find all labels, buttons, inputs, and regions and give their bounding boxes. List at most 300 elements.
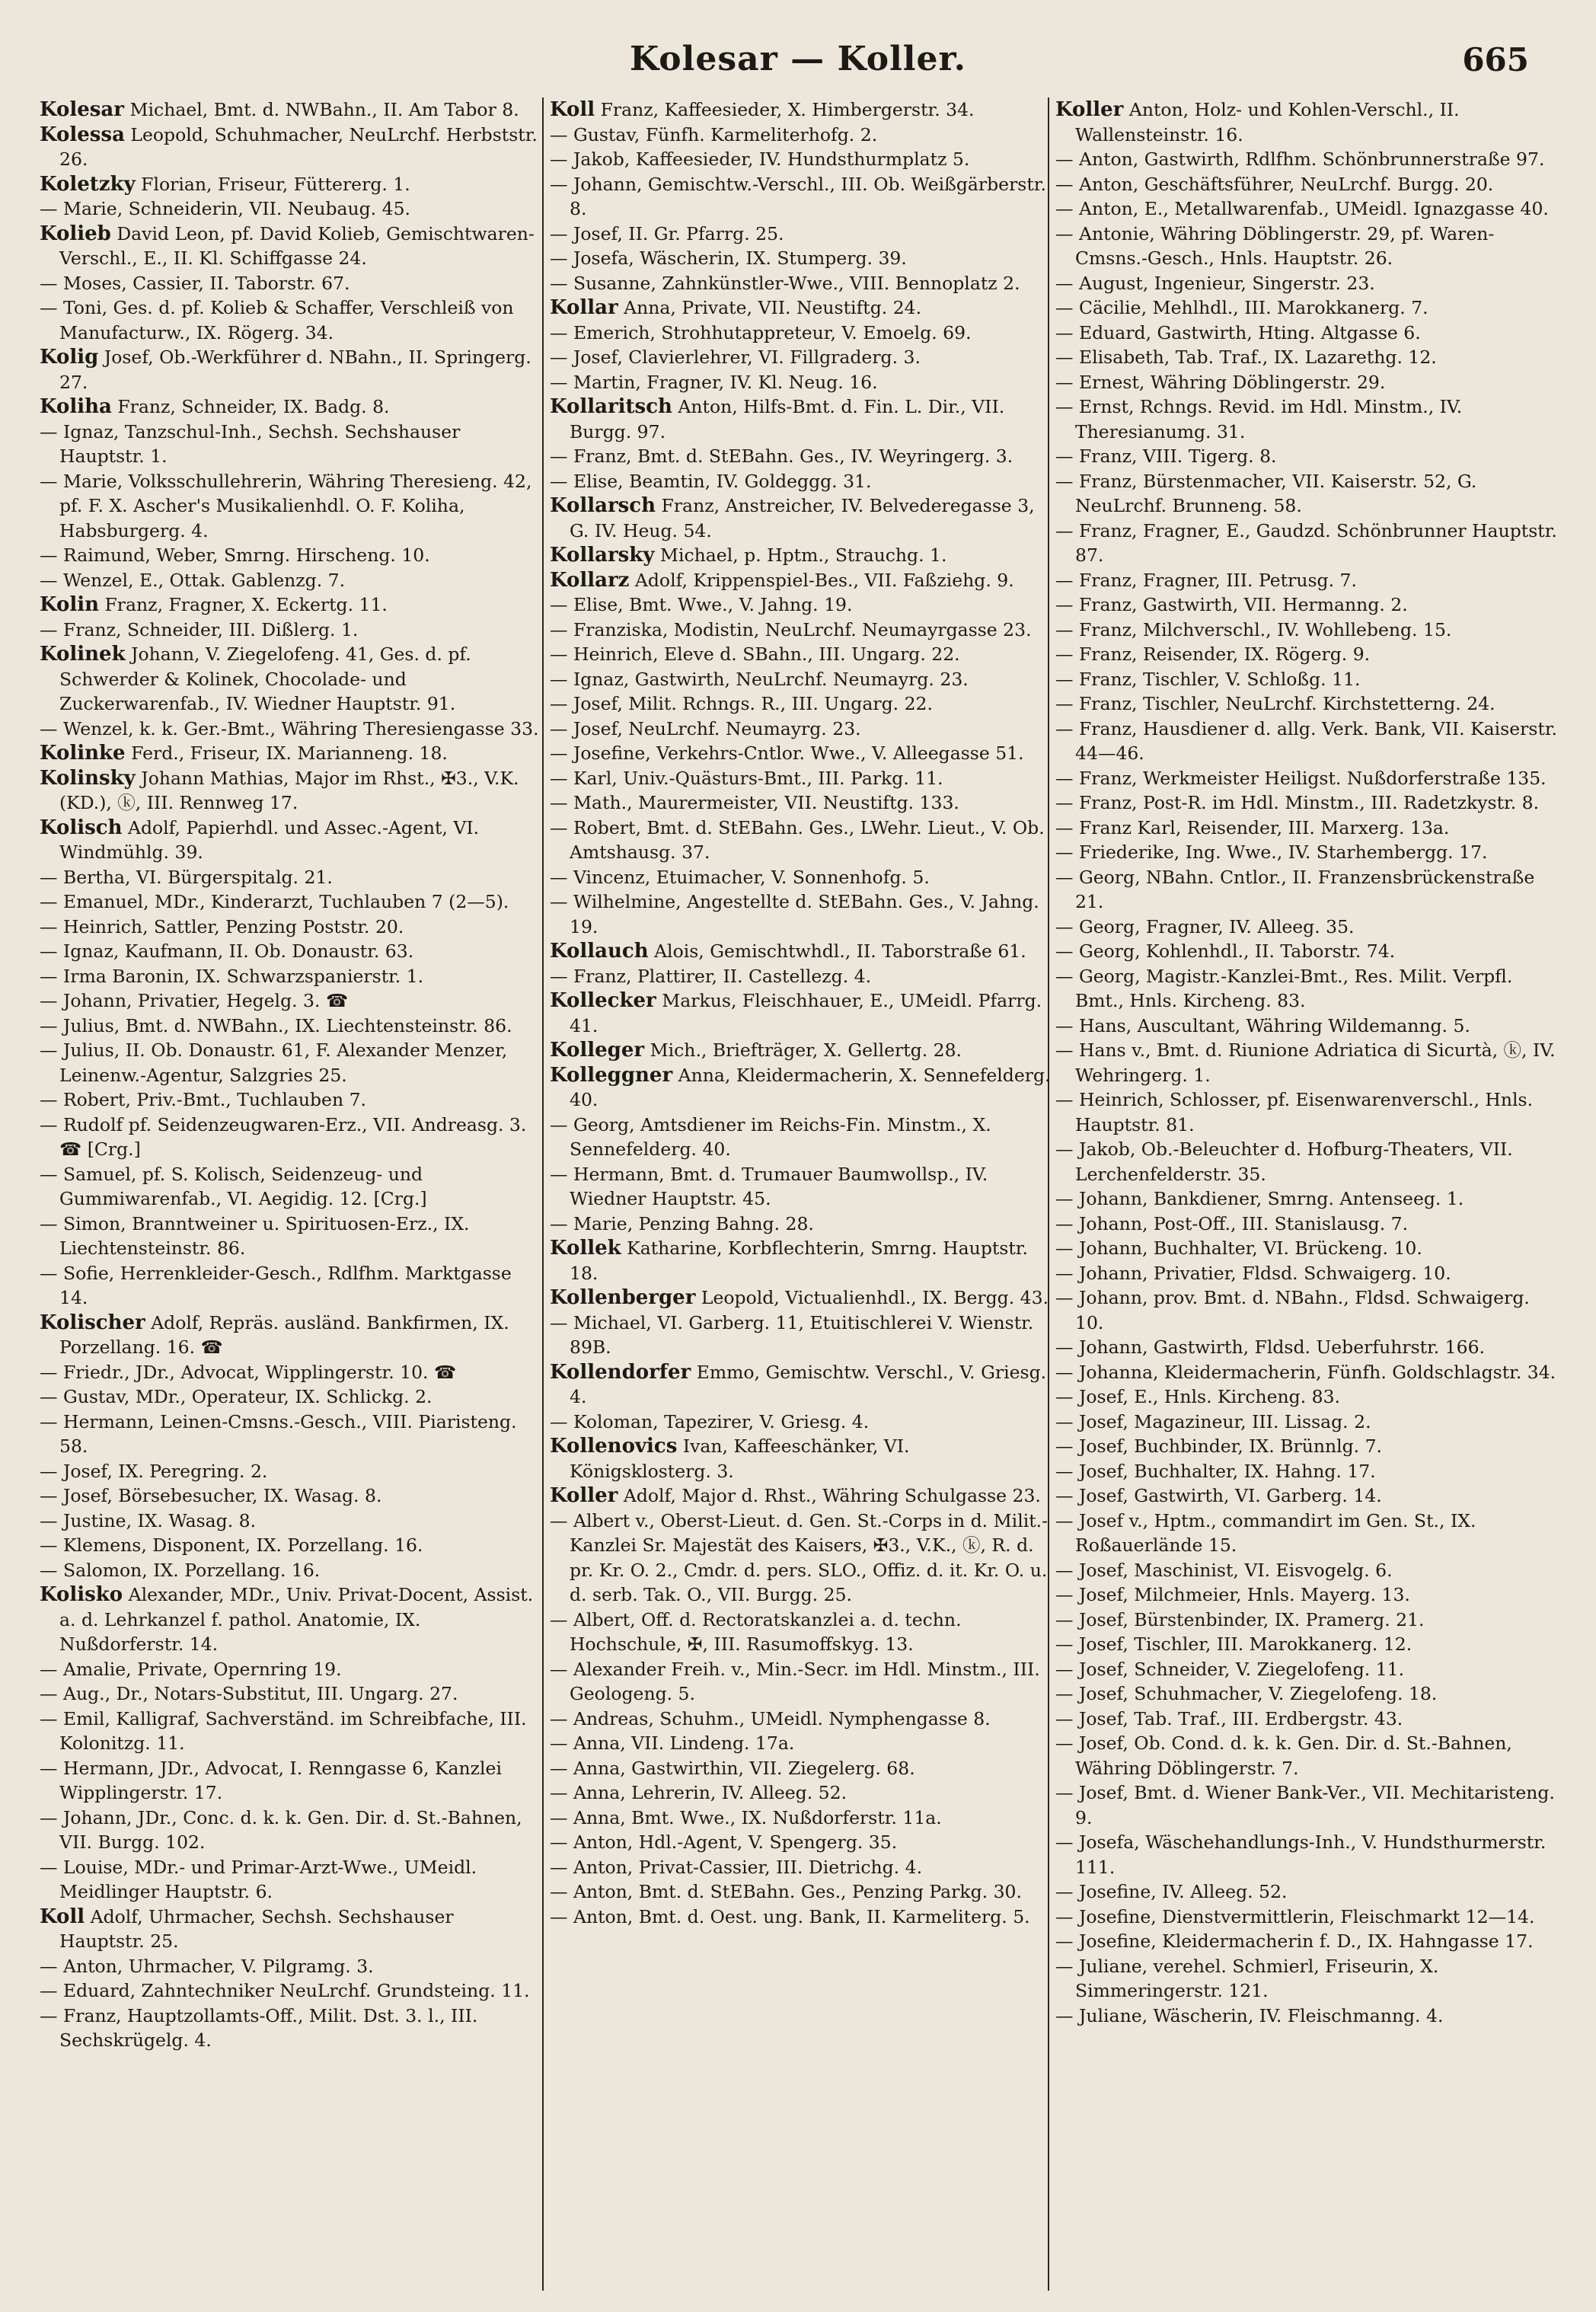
directory-entry — [40, 741, 542, 766]
directory-entry — [1055, 519, 1561, 568]
directory-entry — [40, 1311, 542, 1360]
directory-entry — [550, 988, 1055, 1038]
entry-surname: Kolieb — [40, 222, 111, 245]
entry-text: — Josef, Gastwirth, VI. Garberg. 14. — [1055, 1485, 1382, 1506]
directory-entry — [40, 1905, 542, 1954]
directory-entry — [40, 766, 542, 816]
entry-text: — Franz, VIII. Tigerg. 8. — [1055, 445, 1277, 467]
entry-surname: Kollar — [550, 296, 618, 319]
entry-text: — Josefine, IV. Alleeg. 52. — [1055, 1881, 1288, 1902]
directory-entry — [1055, 271, 1561, 296]
directory-entry — [40, 1756, 542, 1806]
entry-text: — Friederike, Ing. Wwe., IV. Starhembergg. 17. — [1055, 841, 1488, 863]
entry-text: — Franz, Hauptzollamts-Off., Milit. Dst. 3. l., III. Sechskrügelg. 4. — [40, 2004, 478, 2051]
directory-entry — [1055, 1212, 1561, 1237]
directory-entry — [1055, 172, 1561, 197]
entry-text: — Jakob, Ob.-Beleuchter d. Hofburg-Theaters, VII. Lerchenfelderstr. 35. — [1055, 1138, 1513, 1185]
entry-text: — Anton, Privat-Cassier, III. Dietrichg. 4. — [550, 1856, 923, 1878]
directory-entry — [40, 1087, 542, 1113]
directory-entry — [40, 592, 542, 618]
entry-text: — Emil, Kalligraf, Sachverständ. im Schreibfache, III. Kolonitzg. 11. — [40, 1707, 527, 1754]
entry-text: — Eduard, Gastwirth, Hting. Altgasse 6. — [1055, 321, 1421, 343]
directory-entry — [1055, 97, 1561, 147]
directory-entry — [40, 1261, 542, 1311]
directory-entry — [40, 717, 542, 742]
entry-text: — Anton, Geschäftsführer, NeuLrchf. Burgg. 20. — [1055, 173, 1494, 195]
entry-text: — Franz, Plattirer, II. Castellezg. 4. — [550, 965, 872, 987]
entry-text: — Franz, Fragner, III. Petrusg. 7. — [1055, 569, 1357, 591]
entry-text: Anna, Kleidermacherin, X. Sennefelderg. 40. — [570, 1064, 1051, 1110]
directory-entry — [40, 543, 542, 568]
directory-entry — [550, 766, 1055, 791]
entry-text: — Wenzel, k. k. Ger.-Bmt., Währing Theresiengasse 33. — [40, 717, 539, 739]
entry-text: — Anton, E., Metallwarenfab., UMeidl. Ignazgasse 40. — [1055, 198, 1549, 219]
entry-text: — Georg, Kohlenhdl., II. Taborstr. 74. — [1055, 940, 1396, 962]
entry-text: — Franz, Gastwirth, VII. Hermanng. 2. — [1055, 594, 1408, 615]
directory-entry — [40, 222, 542, 271]
entry-text: — Emanuel, MDr., Kinderarzt, Tuchlauben 7 (2—5). — [40, 891, 509, 912]
directory-entry — [40, 1459, 542, 1484]
entry-text: Michael, p. Hptm., Strauchg. 1. — [654, 544, 947, 566]
entry-text: — Hermann, Leinen-Cmsns.-Gesch., VIII. Piaristeng. 58. — [40, 1410, 517, 1457]
directory-entry — [1055, 1681, 1561, 1707]
column-3 — [1048, 97, 1561, 2291]
entry-text: — Anton, Uhrmacher, V. Pilgramg. 3. — [40, 1955, 374, 1977]
entry-text: Emmo, Gemischtw. Verschl., V. Griesg. 4. — [570, 1361, 1047, 1407]
entry-text: — Rudolf pf. Seidenzeugwaren-Erz., VII. Andreasg. 3. ☎ [Crg.] — [40, 1113, 527, 1160]
entry-text: — Jakob, Kaffeesieder, IV. Hundsthurmplatz 5. — [550, 148, 970, 170]
directory-entry — [550, 1410, 1055, 1435]
entry-surname: Kolinek — [40, 643, 126, 666]
entry-text: Anton, Hilfs-Bmt. d. Fin. L. Dir., VII. Burgg. 97. — [570, 396, 1005, 442]
directory-entry — [1055, 1879, 1561, 1905]
entry-text: — Josef, Tischler, III. Marokkanerg. 12. — [1055, 1633, 1412, 1655]
entry-text: Johann Mathias, Major im Rhst., ✠3., V.K. (KD.), ⓚ, III. Rennweg 17. — [59, 767, 519, 813]
directory-entry — [40, 271, 542, 296]
directory-entry — [550, 469, 1055, 494]
directory-entry — [40, 1483, 542, 1509]
directory-entry — [1055, 766, 1561, 791]
entry-text: — Josef, Ob. Cond. d. k. k. Gen. Dir. d. St.-Bahnen, Währing Döblingerstr. 7. — [1055, 1732, 1512, 1779]
entry-text: — Louise, MDr.- und Primar-Arzt-Wwe., UMeidl. Meidlinger Hauptstr. 6. — [40, 1856, 477, 1902]
directory-entry — [40, 1681, 542, 1707]
entry-text: — Aug., Dr., Notars-Substitut, III. Ungarg. 27. — [40, 1683, 458, 1704]
entry-text: — Johann, Buchhalter, VI. Brückeng. 10. — [1055, 1237, 1422, 1259]
entry-text: — Wenzel, E., Ottak. Gablenzg. 7. — [40, 569, 346, 591]
entry-text: — Elisabeth, Tab. Traf., IX. Lazarethg. 12. — [1055, 346, 1437, 368]
entry-surname: Koletzky — [40, 172, 136, 196]
entry-surname: Koller — [1055, 98, 1124, 121]
directory-entry — [550, 1806, 1055, 1831]
entry-text: — Franz, Hausdiener d. allg. Verk. Bank, VII. Kaiserstr. 44—46. — [1055, 717, 1558, 764]
directory-entry — [1055, 1657, 1561, 1682]
directory-entry — [1055, 1483, 1561, 1509]
directory-entry — [1055, 1632, 1561, 1657]
directory-entry — [1055, 1261, 1561, 1286]
entry-text: — Josefa, Wäschehandlungs-Inh., V. Hundsthurmerstr. 111. — [1055, 1831, 1547, 1878]
directory-entry — [1055, 370, 1561, 395]
entry-text: Florian, Friseur, Füttererg. 1. — [135, 173, 410, 195]
entry-text: — Josefine, Dienstvermittlerin, Fleischmarkt 12—14. — [1055, 1905, 1535, 1927]
entry-text: — Josef, Börsebesucher, IX. Wasag. 8. — [40, 1485, 382, 1506]
entry-text: — Anna, Bmt. Wwe., IX. Nußdorferstr. 11a. — [550, 1806, 942, 1828]
entry-text: — Marie, Volksschullehrerin, Währing Theresieng. 42, pf. F. X. Ascher's Musikalienhdl. O. F. Koliha, Habsburgerg. 4. — [40, 470, 532, 541]
entry-text: — Simon, Branntweiner u. Spirituosen-Erz., IX. Liechtensteinstr. 86. — [40, 1212, 470, 1259]
running-title: Kolesar — Koller. — [630, 40, 966, 78]
entry-text: Franz, Kaffeesieder, X. Himbergerstr. 34. — [595, 99, 975, 120]
entry-text: — Toni, Ges. d. pf. Kolieb & Schaffer, Verschleiß von Manufacturw., IX. Rögerg. 34. — [40, 297, 514, 343]
directory-entry — [1055, 1014, 1561, 1039]
directory-entry — [550, 1731, 1055, 1756]
directory-entry — [1055, 618, 1561, 643]
entry-text: Johann, V. Ziegelofeng. 41, Ges. d. pf. Schwerder & Kolinek, Chocolade- und Zuckerwarenfab., IV. Wiedner Hauptstr. 91. — [59, 643, 471, 714]
directory-entry — [1055, 642, 1561, 667]
entry-text: — Josef, E., Hnls. Kircheng. 83. — [1055, 1386, 1341, 1407]
directory-entry — [1055, 840, 1561, 865]
entry-text: — Eduard, Zahntechniker NeuLrchf. Grundsteing. 11. — [40, 1980, 530, 2001]
entry-text: — Johann, prov. Bmt. d. NBahn., Fldsd. Schwaigerg. 10. — [1055, 1287, 1530, 1333]
entry-surname: Kollarz — [550, 568, 630, 592]
directory-entry — [1055, 790, 1561, 816]
entry-text: — Josefine, Verkehrs-Cntlor. Wwe., V. Alleegasse 51. — [550, 742, 1024, 764]
entry-text: Markus, Fleischhauer, E., UMeidl. Pfarrg. 41. — [570, 990, 1042, 1036]
entry-text: — Josef, Schuhmacher, V. Ziegelofeng. 18. — [1055, 1683, 1438, 1704]
directory-entry — [550, 1285, 1055, 1311]
entry-text: Alois, Gemischtwhdl., II. Taborstraße 61. — [648, 940, 1026, 962]
entry-surname: Kolessa — [40, 123, 125, 146]
directory-entry — [40, 2004, 542, 2053]
directory-entry — [40, 1113, 542, 1162]
entry-text: — Franz, Tischler, NeuLrchf. Kirchstetterng. 24. — [1055, 693, 1495, 714]
entry-text: — Cäcilie, Mehlhdl., III. Marokkanerg. 7. — [1055, 297, 1428, 318]
entry-text: — Franz, Milchverschl., IV. Wohllebeng. 15. — [1055, 618, 1452, 640]
directory-entry — [550, 964, 1055, 989]
entry-text: — Klemens, Disponent, IX. Porzellang. 16. — [40, 1534, 423, 1556]
entry-text: Josef, Ob.-Werkführer d. NBahn., II. Springerg. 27. — [59, 346, 531, 393]
entry-text: — Ignaz, Kaufmann, II. Ob. Donaustr. 63. — [40, 940, 414, 962]
entry-text: — Michael, VI. Garberg. 11, Etuitischlerei V. Wienstr. 89B. — [550, 1311, 1034, 1358]
entry-text: — Marie, Penzing Bahng. 28. — [550, 1212, 814, 1234]
entry-text: — Hans v., Bmt. d. Riunione Adriatica di Sicurtà, ⓚ, IV. Wehringerg. 1. — [1055, 1039, 1556, 1086]
entry-surname: Kollecker — [550, 989, 656, 1012]
directory-entry — [40, 1657, 542, 1682]
directory-entry — [550, 618, 1055, 643]
directory-entry — [550, 1162, 1055, 1212]
directory-entry — [1055, 592, 1561, 618]
directory-entry — [550, 97, 1055, 123]
entry-surname: Kolinsky — [40, 766, 136, 790]
entry-text: Adolf, Major d. Rhst., Währing Schulgasse 23. — [618, 1485, 1041, 1506]
entry-text: — Johann, Privatier, Hegelg. 3. ☎ — [40, 990, 349, 1011]
directory-entry — [1055, 915, 1561, 940]
directory-entry — [1055, 1384, 1561, 1410]
directory-entry — [550, 321, 1055, 346]
entry-text: — Josef, Milit. Rchngs. R., III. Ungarg. 22. — [550, 693, 933, 714]
entry-surname: Kollarsky — [550, 544, 655, 567]
directory-entry — [40, 618, 542, 643]
directory-entry — [550, 444, 1055, 469]
directory-entry — [1055, 1434, 1561, 1459]
entry-text: — Julius, Bmt. d. NWBahn., IX. Liechtensteinstr. 86. — [40, 1014, 512, 1036]
entry-text: — Josefine, Kleidermacherin f. D., IX. Hahngasse 17. — [1055, 1930, 1534, 1952]
directory-entry — [40, 295, 542, 345]
directory-entry — [550, 1905, 1055, 1930]
directory-entry — [40, 1038, 542, 1087]
directory-entry — [550, 543, 1055, 568]
entry-surname: Kollauch — [550, 940, 649, 963]
directory-entry — [40, 1014, 542, 1039]
directory-entry — [1055, 1608, 1561, 1633]
directory-entry — [1055, 964, 1561, 1014]
directory-entry — [40, 123, 542, 172]
entry-text: — Karl, Univ.-Quästurs-Bmt., III. Parkg. 11. — [550, 767, 943, 789]
directory-entry — [40, 1978, 542, 2004]
entry-surname: Kollek — [550, 1237, 621, 1260]
entry-text: Ferd., Friseur, IX. Marianneng. 18. — [125, 742, 448, 764]
directory-entry — [550, 1879, 1055, 1905]
directory-entry — [1055, 469, 1561, 519]
entry-text: Katharine, Korbflechterin, Smrng. Hauptstr. 18. — [570, 1237, 1028, 1284]
entry-text: — Franz, Schneider, III. Dißlerg. 1. — [40, 618, 359, 640]
directory-entry — [40, 196, 542, 222]
entry-text: — Heinrich, Schlosser, pf. Eisenwarenverschl., Hnls. Hauptstr. 81. — [1055, 1089, 1534, 1135]
directory-entry — [1055, 1905, 1561, 1930]
directory-entry — [550, 1830, 1055, 1855]
directory-entry — [1055, 1780, 1561, 1830]
directory-entry — [550, 691, 1055, 717]
entry-text: — Gustav, MDr., Operateur, IX. Schlickg. 2. — [40, 1386, 433, 1407]
directory-entry — [40, 97, 542, 123]
directory-entry — [40, 568, 542, 593]
entry-surname: Kolig — [40, 346, 99, 369]
entry-text: — Franz, Reisender, IX. Rögerg. 9. — [1055, 643, 1371, 665]
entry-text: — Josefa, Wäscherin, IX. Stumperg. 39. — [550, 247, 907, 269]
entry-text: — Josef, Bmt. d. Wiener Bank-Ver., VII. Mechitaristeng. 9. — [1055, 1782, 1555, 1828]
entry-text: — Josef, NeuLrchf. Neumayrg. 23. — [550, 717, 861, 739]
entry-text: — Hermann, JDr., Advocat, I. Renngasse 6, Kanzlei Wipplingerstr. 17. — [40, 1757, 502, 1803]
page-number: 665 — [1462, 41, 1529, 78]
entry-text: — Josef, Milchmeier, Hnls. Mayerg. 13. — [1055, 1584, 1410, 1605]
directory-entry — [1055, 1038, 1561, 1087]
entry-text: Mich., Briefträger, X. Gellertg. 28. — [644, 1039, 962, 1061]
directory-entry — [550, 1855, 1055, 1880]
entry-text: — Georg, Amtsdiener im Reichs-Fin. Minstm., X. Sennefelderg. 40. — [550, 1113, 991, 1160]
directory-entry — [1055, 345, 1561, 370]
directory-entry — [40, 1509, 542, 1534]
entry-text: — Georg, Magistr.-Kanzlei-Bmt., Res. Milit. Verpfl. Bmt., Hnls. Kircheng. 83. — [1055, 965, 1513, 1011]
directory-entry — [1055, 1830, 1561, 1879]
directory-entry — [1055, 568, 1561, 593]
entry-surname: Kollendorfer — [550, 1360, 691, 1384]
entry-text: — Anton, Bmt. d. Oest. ung. Bank, II. Karmeliterg. 5. — [550, 1905, 1030, 1927]
directory-entry — [1055, 1285, 1561, 1335]
directory-entry — [40, 1533, 542, 1558]
column-2 — [542, 97, 1055, 2291]
entry-text: — Franz Karl, Reisender, III. Marxerg. 13a. — [1055, 816, 1450, 838]
entry-text: — Josef, Schneider, V. Ziegelofeng. 11. — [1055, 1658, 1405, 1680]
entry-text: — Gustav, Fünfh. Karmeliterhofg. 2. — [550, 123, 878, 145]
directory-entry — [550, 717, 1055, 742]
column-1 — [40, 97, 542, 2291]
entry-surname: Koll — [40, 1905, 85, 1928]
directory-entry — [550, 394, 1055, 444]
entry-text: — Franz, Bürstenmacher, VII. Kaiserstr. 52, G. NeuLrchf. Brunneng. 58. — [1055, 470, 1477, 516]
entry-text: — Georg, NBahn. Cntlor., II. Franzensbrückenstraße 21. — [1055, 866, 1535, 912]
entry-text: Leopold, Victualienhdl., IX. Bergg. 43. — [695, 1287, 1049, 1308]
directory-entry — [1055, 667, 1561, 692]
entry-surname: Kolin — [40, 593, 100, 616]
page-header — [0, 40, 1596, 93]
entry-surname: Kolleggner — [550, 1063, 673, 1087]
entry-surname: Kollenberger — [550, 1286, 696, 1309]
directory-entry — [550, 865, 1055, 890]
entry-text: — Juliane, verehel. Schmierl, Friseurin, X. Simmeringerstr. 121. — [1055, 1955, 1439, 2001]
entry-surname: Kollenovics — [550, 1435, 678, 1458]
directory-entry — [40, 816, 542, 865]
entry-surname: Kolischer — [40, 1311, 145, 1334]
directory-entry — [550, 147, 1055, 172]
entry-text: — Wilhelmine, Angestellte d. StEBahn. Ges., V. Jahng. 19. — [550, 891, 1039, 937]
entry-text: — Anna, VII. Lindeng. 17a. — [550, 1732, 795, 1754]
directory-entry — [40, 1855, 542, 1905]
entry-text: — Ignaz, Tanzschul-Inh., Sechsh. Sechshauser Hauptstr. 1. — [40, 420, 461, 467]
entry-text: — Heinrich, Eleve d. SBahn., III. Ungarg. 22. — [550, 643, 960, 665]
entry-text: Adolf, Papierhdl. und Assec.-Agent, VI. Windmühlg. 39. — [59, 816, 480, 863]
directory-entry — [550, 1063, 1055, 1113]
entry-text: — Julius, II. Ob. Donaustr. 61, F. Alexander Menzer, Leinenw.-Agentur, Salzgries 25. — [40, 1039, 508, 1086]
entry-text: — Anton, Hdl.-Agent, V. Spengerg. 35. — [550, 1831, 898, 1853]
directory-entry — [1055, 1558, 1561, 1583]
directory-entry — [550, 889, 1055, 939]
directory-entry — [1055, 1731, 1561, 1780]
entry-text: Anton, Holz- und Kohlen-Verschl., II. Wallensteinstr. 16. — [1075, 99, 1460, 145]
directory-entry — [550, 172, 1055, 222]
directory-entry — [550, 667, 1055, 692]
entry-surname: Kolinke — [40, 742, 126, 765]
directory-entry — [40, 1582, 542, 1657]
directory-entry — [550, 295, 1055, 321]
directory-entry — [550, 271, 1055, 296]
directory-entry — [1055, 939, 1561, 964]
entry-text: — Josef, Buchhalter, IX. Hahng. 17. — [1055, 1460, 1376, 1482]
entry-text: — Josef, Tab. Traf., III. Erdbergstr. 43. — [1055, 1707, 1403, 1729]
directory-entry — [1055, 717, 1561, 766]
entry-text: — Elise, Bmt. Wwe., V. Jahng. 19. — [550, 594, 853, 615]
entry-text: — Josef, Maschinist, VI. Eisvogelg. 6. — [1055, 1559, 1393, 1581]
entry-text: — Martin, Fragner, IV. Kl. Neug. 16. — [550, 371, 878, 393]
directory-entry — [550, 1434, 1055, 1483]
entry-text: — Bertha, VI. Bürgerspitalg. 21. — [40, 866, 333, 888]
entry-text: — Josef, Clavierlehrer, VI. Fillgraderg. 3. — [550, 346, 921, 368]
directory-entry — [1055, 394, 1561, 444]
directory-entry — [1055, 1410, 1561, 1435]
directory-entry — [1055, 147, 1561, 172]
directory-entry — [1055, 1137, 1561, 1186]
directory-entry — [550, 1608, 1055, 1657]
entry-text: — Emerich, Strohhutappreteur, V. Emoelg. 69. — [550, 321, 972, 343]
entry-text: — Josef, Buchbinder, IX. Brünnlg. 7. — [1055, 1435, 1383, 1457]
directory-entry — [1055, 816, 1561, 841]
directory-entry — [40, 988, 542, 1014]
entry-text: — Alexander Freih. v., Min.-Secr. im Hdl. Minstm., III. Geologeng. 5. — [550, 1658, 1040, 1704]
directory-entry — [550, 1113, 1055, 1162]
directory-entry — [550, 1038, 1055, 1063]
directory-entry — [1055, 1087, 1561, 1137]
entry-text: — Hans, Auscultant, Währing Wildemanng. 5. — [1055, 1014, 1470, 1036]
entry-surname: Kollarsch — [550, 494, 656, 517]
entry-text: — Marie, Schneiderin, VII. Neubaug. 45. — [40, 198, 410, 219]
entry-text: — Josef v., Hptm., commandirt im Gen. St., IX. Roßauerlände 15. — [1055, 1509, 1476, 1556]
entry-text: Ivan, Kaffeeschänker, VI. Königsklosterg. 3. — [570, 1435, 910, 1482]
entry-text: — Johanna, Kleidermacherin, Fünfh. Goldschlagstr. 34. — [1055, 1361, 1556, 1383]
entry-text: — Justine, IX. Wasag. 8. — [40, 1509, 257, 1531]
entry-text: — Vincenz, Etuimacher, V. Sonnenhofg. 5. — [550, 866, 930, 888]
directory-entry — [550, 816, 1055, 865]
directory-entry — [550, 939, 1055, 964]
directory-entry — [550, 1212, 1055, 1237]
directory-entry — [550, 493, 1055, 543]
directory-entry — [1055, 196, 1561, 222]
entry-surname: Kolisko — [40, 1583, 123, 1606]
entry-text: — Johann, Gemischtw.-Verschl., III. Ob. Weißgärberstr. 8. — [550, 173, 1046, 219]
directory-entry — [40, 1384, 542, 1410]
entry-text: — Johann, Bankdiener, Smrng. Antenseeg. 1. — [1055, 1188, 1464, 1209]
directory-entry — [40, 420, 542, 469]
entry-surname: Koliha — [40, 395, 112, 418]
directory-entry — [550, 222, 1055, 247]
entry-surname: Kolisch — [40, 816, 123, 839]
directory-entry — [1055, 1582, 1561, 1608]
entry-text: — Anton, Bmt. d. StEBahn. Ges., Penzing Parkg. 30. — [550, 1881, 1022, 1902]
directory-entry — [40, 172, 542, 197]
directory-entry — [40, 939, 542, 964]
directory-entry — [1055, 1707, 1561, 1732]
entry-text: — Raimund, Weber, Smrng. Hirscheng. 10. — [40, 544, 430, 566]
entry-text: — Moses, Cassier, II. Taborstr. 67. — [40, 272, 350, 294]
entry-text: — Ernst, Rchngs. Revid. im Hdl. Minstm., IV. Theresianumg. 31. — [1055, 396, 1463, 442]
directory-entry — [40, 1410, 542, 1459]
directory-entry — [550, 642, 1055, 667]
entry-text: — Josef, IX. Peregring. 2. — [40, 1460, 268, 1482]
entry-text: — Franziska, Modistin, NeuLrchf. Neumayrgasse 23. — [550, 618, 1032, 640]
directory-entry — [550, 1360, 1055, 1410]
directory-entry — [1055, 1360, 1561, 1385]
entry-text: Alexander, MDr., Univ. Privat-Docent, Assist. a. d. Lehrkanzel f. pathol. Anatomie, IX. Nußdorferstr. 14. — [59, 1584, 534, 1655]
directory-entry — [40, 1162, 542, 1212]
entry-text: — Susanne, Zahnkünstler-Wwe., VIII. Bennoplatz 2. — [550, 272, 1020, 294]
directory-entry — [40, 1212, 542, 1261]
entry-text: — Robert, Priv.-Bmt., Tuchlauben 7. — [40, 1089, 366, 1110]
directory-entry — [550, 345, 1055, 370]
entry-text: — Johann, Gastwirth, Fldsd. Ueberfuhrstr. 166. — [1055, 1336, 1485, 1358]
directory-entry — [1055, 2004, 1561, 2029]
directory-entry — [550, 123, 1055, 148]
directory-entry — [40, 345, 542, 394]
directory-entry — [550, 1756, 1055, 1781]
entry-text: — Franz, Tischler, V. Schloßg. 11. — [1055, 668, 1361, 690]
directory-entry — [1055, 691, 1561, 717]
entry-text: — Anton, Gastwirth, Rdlfhm. Schönbrunnerstraße 97. — [1055, 148, 1545, 170]
entry-text: — Amalie, Private, Opernring 19. — [40, 1658, 342, 1680]
entry-text: — Math., Maurermeister, VII. Neustiftg. 133. — [550, 792, 959, 813]
entry-text: — Franz, Werkmeister Heiligst. Nußdorferstraße 135. — [1055, 767, 1547, 789]
directory-entry — [550, 1657, 1055, 1707]
directory-entry — [550, 1780, 1055, 1806]
entry-surname: Koller — [550, 1484, 618, 1507]
directory-entry — [550, 741, 1055, 766]
entry-text: — Franz, Bmt. d. StEBahn. Ges., IV. Weyringerg. 3. — [550, 445, 1013, 467]
entry-text: — Albert v., Oberst-Lieut. d. Gen. St.-Corps in d. Milit.-Kanzlei Sr. Majestät des Kaisers, ✠3., V.K., ⓚ, R. d. pr. Kr. O. 2., Cmdr. d. pers. SLO., Offiz. d. it. Kr. O. u. d. serb. Tak. O., VII. Burgg. 25. — [550, 1509, 1049, 1605]
